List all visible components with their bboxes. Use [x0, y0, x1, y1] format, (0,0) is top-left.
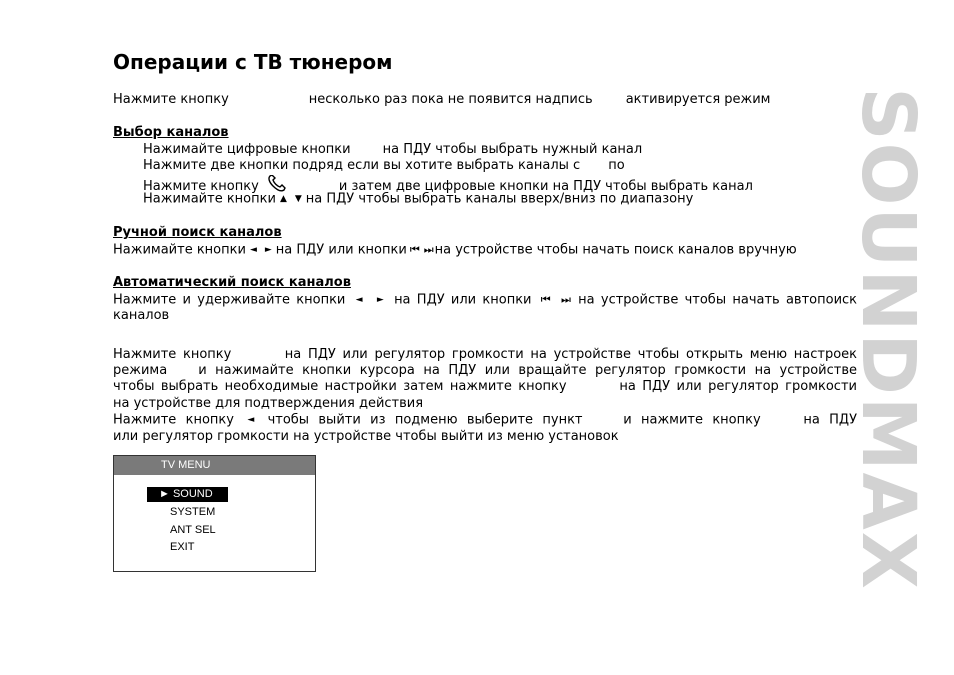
channel-line-4-b: на ПДУ чтобы выбрать каналы вверх/вниз по диапазону: [305, 191, 694, 207]
right-arrow-icon: ►: [264, 245, 272, 255]
page-title: Операции с ТВ тюнером: [113, 50, 393, 74]
channel-line-1-a: Нажимайте цифровые кнопки: [143, 142, 351, 157]
settings-2-a: режима: [113, 363, 168, 378]
settings-line-6: или регулятор громкости на устройстве чтобы выйти из меню установок: [113, 429, 619, 444]
channel-line-1-b: на ПДУ чтобы выбрать нужный канал: [382, 142, 643, 157]
left-arrow-icon: ◄: [355, 295, 363, 305]
next-track-icon: ⏭: [423, 243, 432, 256]
prev-track-icon: ⏮: [540, 293, 549, 306]
channel-line-1: [143, 142, 642, 158]
settings-line-4: на устройстве для подтверждения действия: [113, 396, 424, 411]
settings-1-a: Нажмите кнопку: [113, 347, 232, 362]
tv-menu-item-system: SYSTEM: [170, 506, 216, 518]
auto-text-b: на ПДУ или кнопки: [394, 292, 532, 308]
intro-line: [113, 92, 771, 108]
channel-line-2-b: по: [608, 158, 625, 173]
heading-auto-search: Автоматический поиск каналов: [113, 275, 351, 290]
settings-line-2: [113, 363, 857, 379]
settings-3-a: чтобы выбрать необходимые настройки затем нажмите кнопку: [113, 379, 567, 394]
left-arrow-icon: ◄: [247, 415, 255, 425]
heading-manual-search: Ручной поиск каналов: [113, 225, 282, 240]
intro-text-c: активируется режим: [625, 92, 771, 107]
settings-5-a: Нажмите кнопку: [113, 412, 234, 428]
manual-text-b: на ПДУ или кнопки: [275, 242, 407, 258]
settings-line-1: [113, 347, 857, 363]
intro-text-a: Нажмите кнопку: [113, 92, 229, 107]
settings-2-b: и нажимайте кнопки курсора на ПДУ или вращайте регулятор громкости на устройстве: [198, 363, 857, 378]
settings-5-d: на ПДУ: [803, 412, 858, 428]
brand-logo: SOUNDMAX: [845, 87, 931, 591]
tv-menu-item-exit: EXIT: [170, 541, 195, 553]
tv-menu-item-sound: [147, 487, 228, 502]
up-arrow-icon: ▲: [279, 194, 287, 204]
channel-line-3-a: Нажмите кнопку: [143, 179, 259, 194]
settings-1-b: на ПДУ или регулятор громкости на устройстве чтобы открыть меню настроек: [284, 347, 857, 362]
prev-track-icon: ⏮: [409, 243, 418, 256]
right-arrow-icon: ►: [376, 295, 384, 305]
channel-line-2-a: Нажмите две кнопки подряд если вы хотите выбрать каналы с: [143, 158, 581, 173]
channel-line-3-b: и затем две цифровые кнопки на ПДУ чтобы выбрать канал: [338, 179, 753, 194]
down-arrow-icon: ▼: [294, 194, 302, 204]
tv-menu-screenshot: [113, 455, 316, 572]
selected-marker-icon: ►: [159, 488, 173, 500]
tv-menu-item-ant-sel: ANT SEL: [170, 524, 216, 536]
settings-5-c: и нажмите кнопку: [623, 412, 761, 428]
left-arrow-icon: ◄: [249, 245, 257, 255]
settings-line-5: [113, 412, 857, 429]
settings-5-b: чтобы выйти из подменю выберите пункт: [267, 412, 583, 428]
manual-text-c: на устройстве чтобы начать поиск каналов вручную: [434, 242, 797, 258]
auto-search-line-2: каналов: [113, 308, 170, 323]
auto-text-c: на устройстве чтобы начать автопоиск: [578, 292, 858, 308]
next-track-icon: ⏭: [560, 293, 569, 306]
auto-search-line-1: [113, 292, 857, 309]
channel-line-4: [143, 191, 693, 208]
intro-text-b: несколько раз пока не появится надпись: [308, 92, 593, 107]
channel-line-2: [143, 158, 625, 174]
tv-menu-item-sound-label: SOUND: [172, 488, 213, 500]
manual-search-line: [113, 242, 797, 259]
tv-menu-title: TV MENU: [114, 456, 315, 475]
settings-line-3: [113, 379, 857, 395]
manual-text-a: Нажимайте кнопки: [113, 242, 246, 258]
heading-channel-select: Выбор каналов: [113, 125, 229, 140]
channel-line-4-a: Нажимайте кнопки: [143, 191, 276, 207]
auto-text-a: Нажмите и удерживайте кнопки: [113, 292, 346, 308]
settings-3-b: на ПДУ или регулятор громкости: [619, 379, 857, 394]
